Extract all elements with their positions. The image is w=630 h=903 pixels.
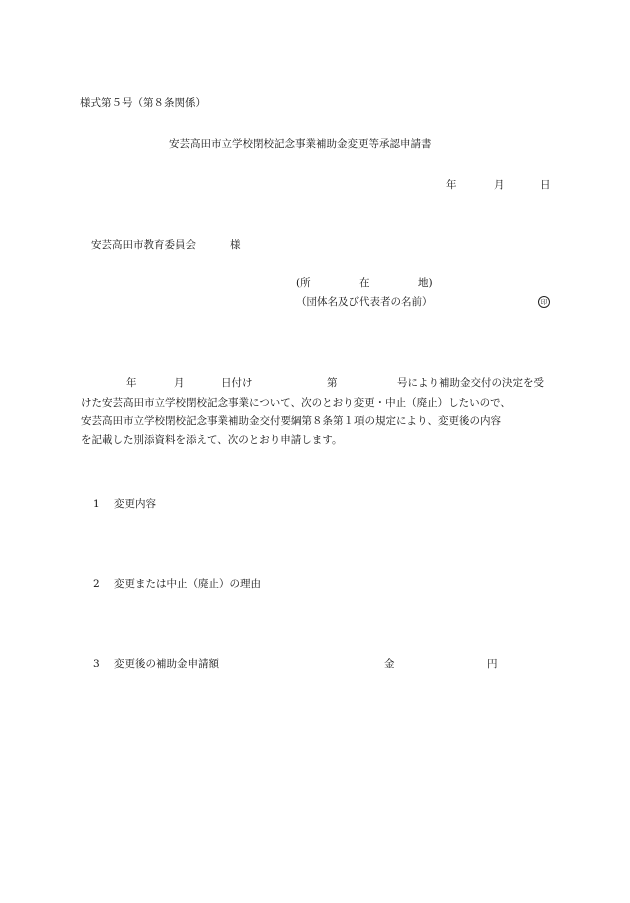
address-label-end: 地) <box>418 277 433 289</box>
item-3-label: 変更後の補助金申請額 <box>114 658 219 670</box>
item-3-number: 3 <box>93 658 100 670</box>
amount-yen: 円 <box>487 658 498 670</box>
body-dated: 日付け <box>221 377 253 389</box>
address-label-mid: 在 <box>359 277 370 289</box>
seal-mark: 印 <box>538 296 550 308</box>
document-title: 安芸高田市立学校閉校記念事業補助金変更等承認申請書 <box>169 138 432 150</box>
body-month: 月 <box>174 377 185 389</box>
body-line-1 <box>81 375 551 394</box>
item-1-label: 変更内容 <box>114 498 156 510</box>
item-1-number: 1 <box>93 498 100 510</box>
date-month: 月 <box>494 179 505 191</box>
form-number: 様式第５号（第８条関係） <box>80 97 206 109</box>
body-line-2: けた安芸高田市立学校閉校記念事業について、次のとおり変更・中止（廃止）したいので、 <box>81 396 511 409</box>
date-day: 日 <box>540 179 551 191</box>
date-year: 年 <box>446 179 457 191</box>
body-year: 年 <box>126 377 137 389</box>
body-paragraph <box>81 375 551 449</box>
address-label-open: (所 <box>296 277 311 289</box>
body-line-1-rest: 号により補助金交付の決定を受 <box>397 377 544 389</box>
body-line-3: 安芸高田市立学校閉校記念事業補助金交付要綱第８条第１項の規定により、変更後の内容 <box>81 415 501 427</box>
body-line-4: を記載した別添資料を添えて、次のとおり申請します。 <box>81 433 343 446</box>
amount-kin: 金 <box>384 658 395 670</box>
item-2-label: 変更または中止（廃止）の理由 <box>114 578 261 590</box>
item-2-number: 2 <box>93 578 100 590</box>
body-dai: 第 <box>327 377 338 389</box>
addressee-name: 安芸高田市教育委員会 <box>91 239 196 251</box>
addressee-honorific: 様 <box>230 239 241 251</box>
group-representative-label: （団体名及び代表者の名前） <box>296 296 433 308</box>
